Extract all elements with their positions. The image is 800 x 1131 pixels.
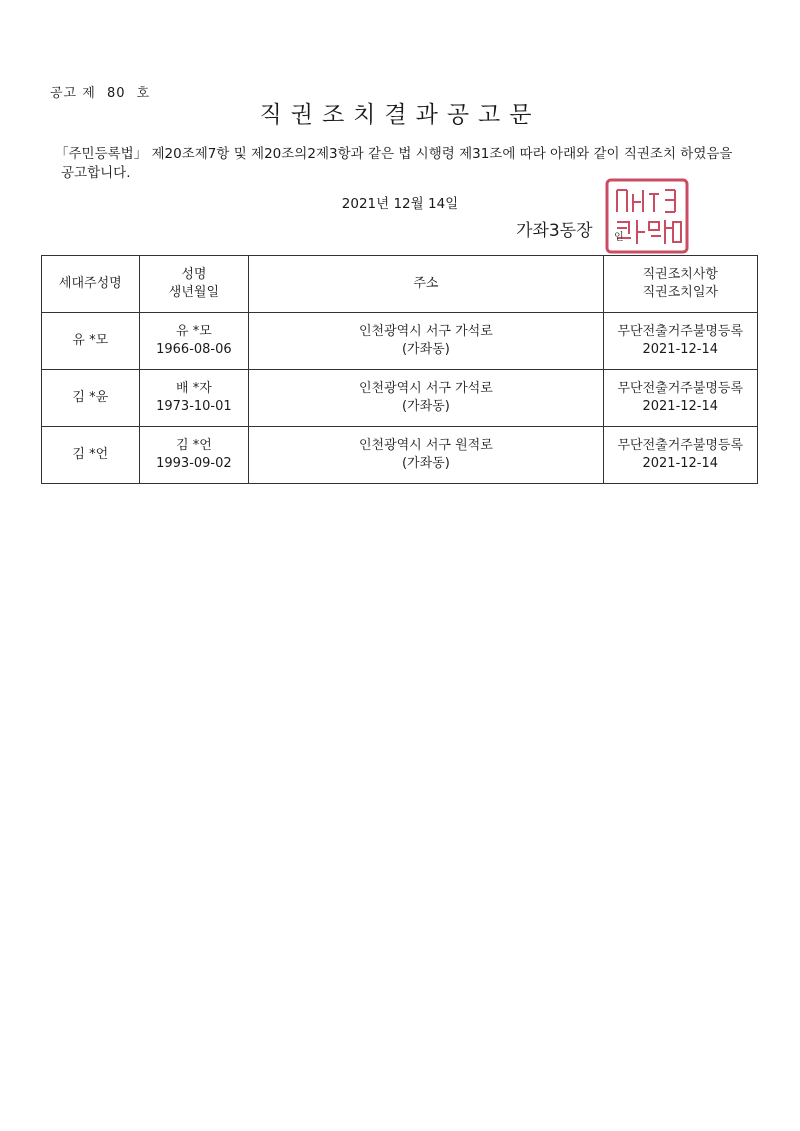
cell-name: 배 *자 [176,381,212,396]
cell-action [603,313,757,370]
header-address-label: 주소 [413,276,439,291]
cell-birth: 1993-09-02 [156,456,232,471]
issuer-title: 가좌3동장 [516,221,593,241]
cell-action-date: 2021-12-14 [642,399,719,414]
cell-address-dong: (가좌동) [401,456,450,471]
header-name-label: 성명 [181,267,207,282]
cell-name: 유 *모 [176,324,212,339]
cell-householder: 유 *모 [42,313,140,370]
cell-action-type: 무단전출거주불명등록 [617,438,744,453]
cell-address-dong: (가좌동) [401,342,450,357]
table-row [42,313,758,370]
cell-name-birth [139,313,249,370]
notice-body-line-1: 「주민등록법」 제20조제7항 및 제20조의2제3항과 같은 법 시행령 제31조에 따라 아래와 같이 직권조치 하였음을 [55,146,733,162]
seal-mark: 인 [614,232,624,243]
cell-name-birth [139,427,249,484]
notice-date: 2021년 12월 14일 [341,196,459,212]
table-row [42,427,758,484]
cell-address-street: 인천광역시 서구 가석로 [358,381,493,396]
cell-birth: 1973-10-01 [156,399,232,414]
cell-action-date: 2021-12-14 [642,456,719,471]
header-action-date-label: 직권조치일자 [642,285,718,300]
notice-number-prefix: 공고 제 [50,86,96,101]
cell-householder: 김 *언 [42,427,140,484]
document-title: 직권조치결과공고문 [259,102,541,128]
header-birth-label: 생년월일 [168,285,220,300]
cell-name-birth [139,370,249,427]
notice-number-value: 80 [106,86,126,101]
header-action-label: 직권조치사항 [642,267,718,282]
cell-address-street: 인천광역시 서구 원적로 [358,438,493,453]
header-householder [42,256,140,313]
header-name-birth [139,256,249,313]
table-row [42,370,758,427]
notice-body-line-2: 공고합니다. [61,165,131,181]
cell-action [603,370,757,427]
cell-address [249,427,603,484]
cell-action-type: 무단전출거주불명등록 [617,324,744,339]
table-header-row [42,256,758,313]
cell-address-street: 인천광역시 서구 가석로 [358,324,493,339]
cell-action [603,427,757,484]
cell-birth: 1966-08-06 [156,342,232,357]
notice-number-suffix: 호 [136,86,151,101]
official-seal [603,176,691,256]
cell-address-dong: (가좌동) [401,399,450,414]
cell-address [249,313,603,370]
cell-address [249,370,603,427]
cell-householder: 김 *윤 [42,370,140,427]
results-table [41,255,758,484]
header-address [249,256,603,313]
cell-action-date: 2021-12-14 [642,342,719,357]
cell-name: 김 *언 [176,438,212,453]
header-action [603,256,757,313]
header-householder-label: 세대주성명 [58,276,122,291]
cell-action-type: 무단전출거주불명등록 [617,381,744,396]
